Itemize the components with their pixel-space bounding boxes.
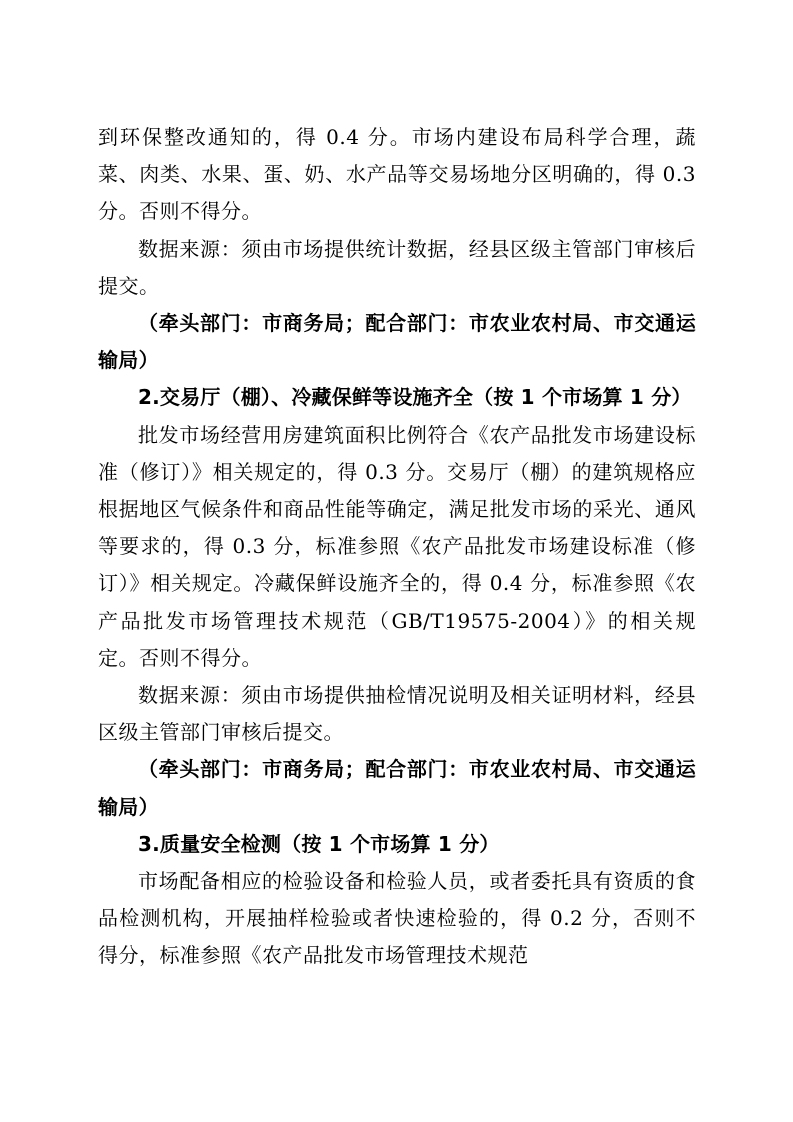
paragraph-scoring-continued: 到环保整改通知的，得 0.4 分。市场内建设布局科学合理，蔬菜、肉类、水果、蛋、奶、水产品等交易场地分区明确的，得 0.3 分。否则不得分。 (98, 125, 696, 224)
paragraph-quality-testing: 市场配备相应的检验设备和检验人员，或者委托具有资质的食品检测机构，开展抽样检验或者快速检验的，得 0.2 分，否则不得分，标准参照《农产品批发市场管理技术规范 (98, 869, 696, 968)
paragraph-data-source-2: 数据来源：须由市场提供抽检情况说明及相关证明材料，经县区级主管部门审核后提交。 (98, 683, 696, 745)
paragraph-data-source-1: 数据来源：须由市场提供统计数据，经县区级主管部门审核后提交。 (98, 236, 696, 298)
paragraph-lead-department-2: （牵头部门：市商务局；配合部门：市农业农村局、市交通运输局） (98, 757, 696, 819)
document-page (98, 119, 696, 975)
section-heading-2: 2.交易厅（棚）、冷藏保鲜等设施齐全（按 1 个市场算 1 分） (138, 385, 692, 410)
paragraph-lead-department-1: （牵头部门：市商务局；配合部门：市农业农村局、市交通运输局） (98, 311, 696, 373)
section-heading-3: 3.质量安全检测（按 1 个市场算 1 分） (138, 831, 500, 856)
paragraph-facilities-criteria: 批发市场经营用房建筑面积比例符合《农产品批发市场建设标准（修订）》相关规定的，得 0.3 分。交易厅（棚）的建筑规格应根据地区气候条件和商品性能等确定，满足批发市场的采光、通风等要求的，得 0.3 分，标准参照《农产品批发市场建设标准（修订）》相关规定。冷藏保鲜设施齐全的，得 0.4 分，标准参照《农产品批发市场管理技术规范（GB/T19575-2004）》的相关规定。否则不得分。 (98, 422, 696, 670)
